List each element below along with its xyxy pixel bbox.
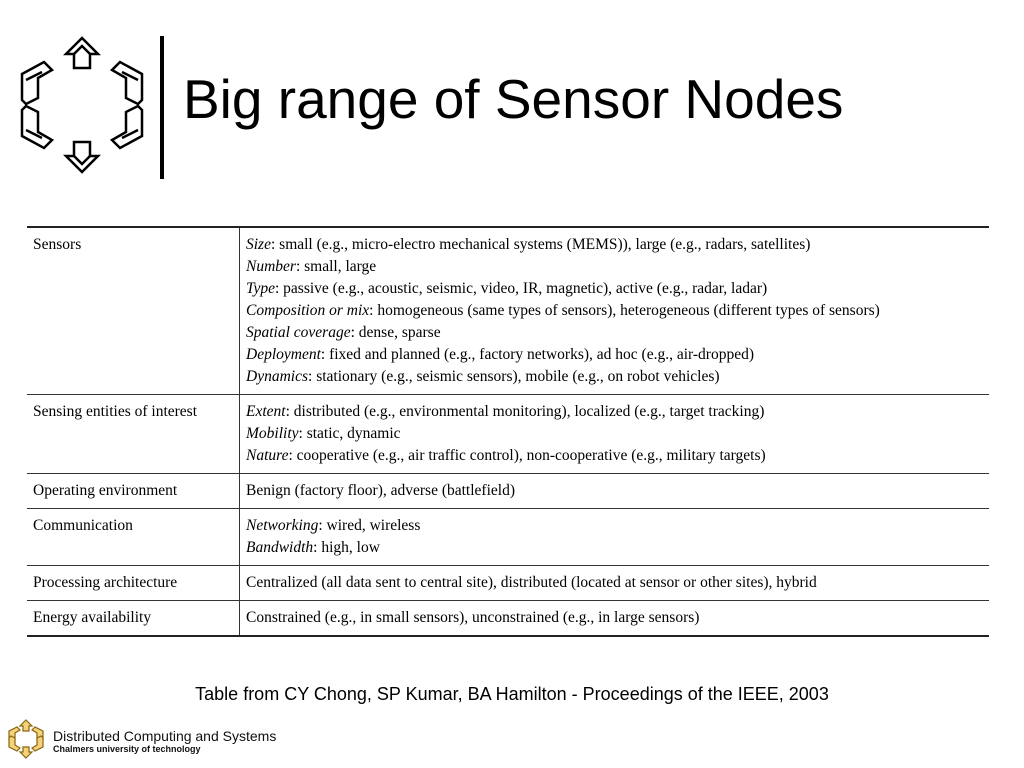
table-row: [27, 474, 989, 509]
attribute-values: fixed and planned (e.g., factory networks), ad hoc (e.g., air-dropped): [325, 346, 754, 363]
row-description: [240, 566, 990, 601]
description-line: [246, 300, 983, 322]
attribute-key: Spatial coverage: [246, 324, 351, 341]
footer-branding: [53, 728, 276, 755]
description-line: [246, 607, 983, 629]
attribute-separator: :: [288, 447, 293, 464]
attribute-key: Mobility: [246, 425, 299, 442]
row-category: Sensing entities of interest: [27, 395, 240, 474]
table-row: [27, 395, 989, 474]
table-row: [27, 227, 989, 395]
description-line: [246, 344, 983, 366]
row-description: [240, 474, 990, 509]
table-caption: Table from CY Chong, SP Kumar, BA Hamilton - Proceedings of the IEEE, 2003: [195, 684, 829, 704]
description-line: [246, 256, 983, 278]
attribute-separator: :: [308, 368, 313, 385]
row-description: [240, 601, 990, 637]
table-row: [27, 601, 989, 637]
attribute-values: high, low: [317, 539, 380, 556]
row-description: [240, 227, 990, 395]
table: [27, 226, 989, 637]
attribute-key: Type: [246, 280, 275, 297]
attribute-values: stationary (e.g., seismic sensors), mobile (e.g., on robot vehicles): [312, 368, 720, 385]
attribute-separator: :: [320, 346, 326, 363]
row-category: Operating environment: [27, 474, 240, 509]
description-line: [246, 445, 983, 467]
description-line: [246, 234, 983, 256]
description-line: [246, 423, 983, 445]
description-line: [246, 322, 983, 344]
attribute-separator: :: [285, 403, 290, 420]
row-category: Communication: [27, 509, 240, 566]
attribute-key: Composition or mix: [246, 302, 370, 319]
attribute-values: static, dynamic: [302, 425, 401, 442]
description-line: [246, 480, 983, 502]
description-line: [246, 366, 983, 388]
attribute-key: Extent: [246, 403, 286, 420]
description-line: [246, 537, 983, 559]
sensor-classification-table: [27, 226, 989, 637]
attribute-key: Bandwidth: [246, 539, 314, 556]
attribute-values: small (e.g., micro-electro mechanical systems (MEMS)), large (e.g., radars, satellites): [275, 236, 811, 253]
table-row: [27, 509, 989, 566]
description-line: [246, 572, 983, 594]
attribute-values: dense, sparse: [354, 324, 441, 341]
row-description: [240, 509, 990, 566]
attribute-separator: :: [298, 425, 303, 442]
description-line: [246, 278, 983, 300]
attribute-separator: :: [295, 258, 301, 275]
row-description: [240, 395, 990, 474]
attribute-key: Dynamics: [246, 368, 308, 385]
attribute-values: Constrained (e.g., in small sensors), unconstrained (e.g., in large sensors): [246, 609, 700, 626]
attribute-separator: :: [318, 517, 323, 534]
row-category: Processing architecture: [27, 566, 240, 601]
attribute-key: Deployment: [246, 346, 321, 363]
footer-department-name: Distributed Computing and Systems: [53, 728, 277, 744]
attribute-separator: :: [274, 280, 280, 297]
footer-logo-icon: [6, 718, 46, 760]
attribute-key: Nature: [246, 447, 289, 464]
title-divider: [160, 36, 164, 179]
attribute-separator: :: [369, 302, 374, 319]
row-category: Sensors: [27, 227, 240, 395]
attribute-separator: :: [313, 539, 318, 556]
attribute-separator: :: [350, 324, 355, 341]
attribute-key: Size: [246, 236, 271, 253]
attribute-values: wired, wireless: [322, 517, 421, 534]
attribute-values: Centralized (all data sent to central site), distributed (located at sensor or other sites), hybrid: [246, 574, 817, 591]
attribute-values: Benign (factory floor), adverse (battlefield): [246, 482, 515, 499]
footer-university-name: Chalmers university of technology: [53, 744, 201, 754]
description-line: [246, 515, 983, 537]
attribute-key: Number: [246, 258, 296, 275]
attribute-values: distributed (e.g., environmental monitoring), localized (e.g., target tracking): [289, 403, 765, 420]
slide-title: Big range of Sensor Nodes: [183, 68, 844, 130]
attribute-values: passive (e.g., acoustic, seismic, video, IR, magnetic), active (e.g., radar, ladar): [279, 280, 768, 297]
attribute-values: small, large: [300, 258, 377, 275]
description-line: [246, 401, 983, 423]
attribute-values: homogeneous (same types of sensors), heterogeneous (different types of sensors): [373, 302, 880, 319]
attribute-separator: :: [270, 236, 276, 253]
table-row: [27, 566, 989, 601]
attribute-key: Networking: [246, 517, 319, 534]
row-category: Energy availability: [27, 601, 240, 637]
department-logo-icon: [14, 34, 150, 176]
attribute-values: cooperative (e.g., air traffic control), non-cooperative (e.g., military targets): [292, 447, 766, 464]
